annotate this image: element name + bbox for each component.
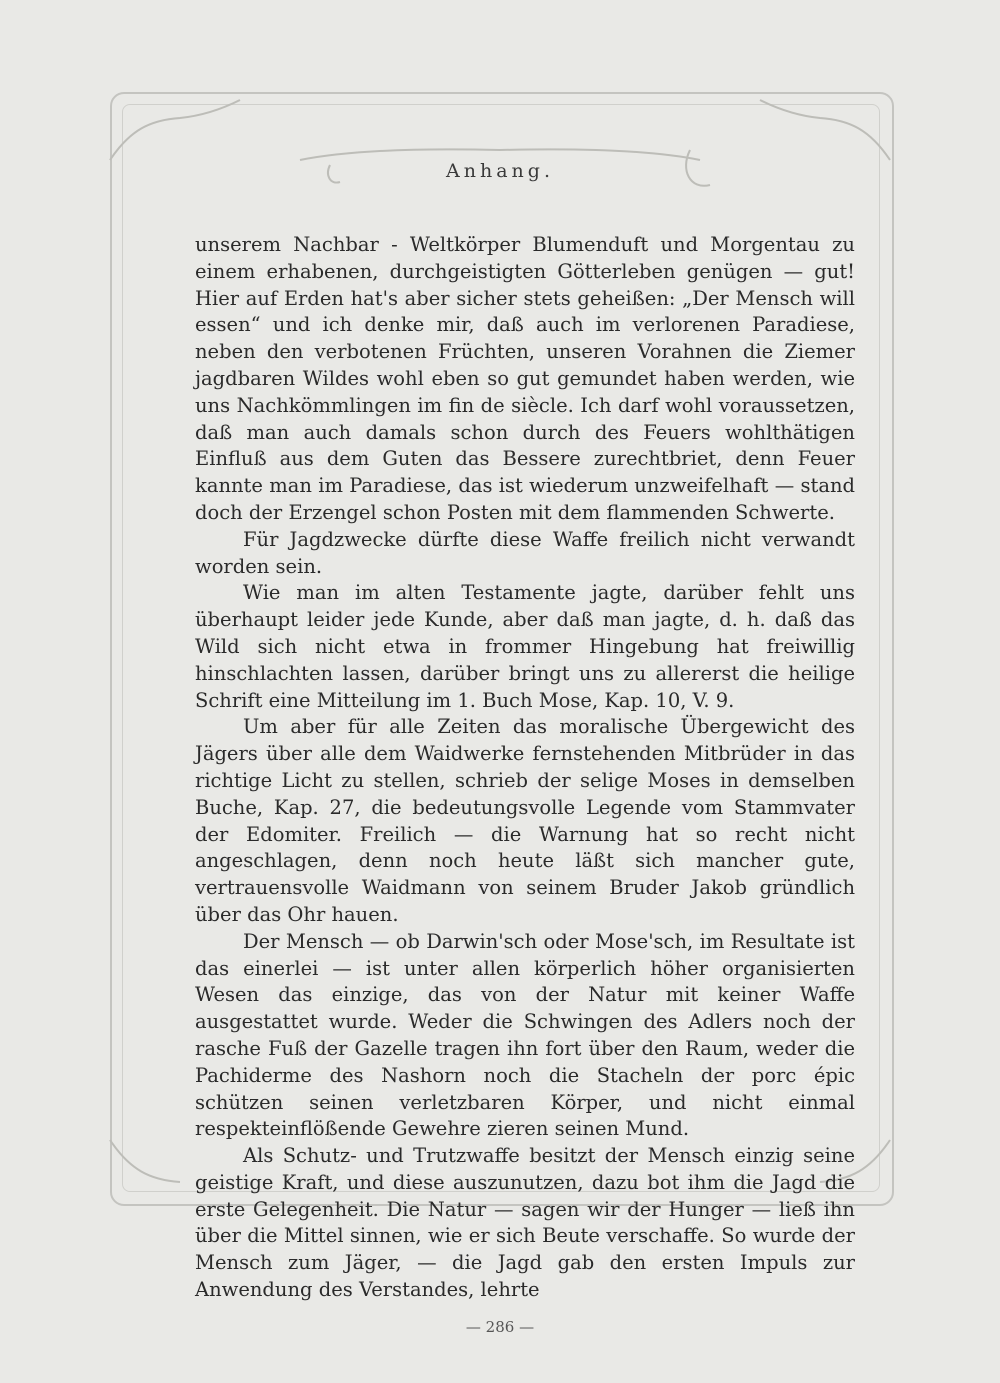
body-text bbox=[195, 232, 855, 1304]
page-number: — 286 — bbox=[465, 1318, 535, 1336]
paragraph: unserem Nachbar - Weltkörper Blumenduft und Morgentau zu einem erhabenen, durchgeistigten Götterleben genügen — gut! Hier auf Erden hat's aber sicher stets geheißen: „Der Mensch will essen“ und ich denke mir, daß auch im verlorenen Paradiese, neben den verbotenen Früchten, unseren Vorahnen die Ziemer jagdbaren Wildes wohl eben so gut gemundet haben werden, wie uns Nachkömmlingen im fin de siècle. Ich darf wohl voraussetzen, daß man auch damals schon durch des Feuers wohlthätigen Einfluß aus dem Guten das Bessere zurechtbriet, denn Feuer kannte man im Paradiese, das ist wiederum unzweifelhaft — stand doch der Erzengel schon Posten mit dem flammenden Schwerte. bbox=[195, 233, 855, 524]
paragraph: Für Jagdzwecke dürfte diese Waffe freilich nicht verwandt worden sein. bbox=[195, 527, 855, 578]
paragraph: Der Mensch — ob Darwin'sch oder Mose'sch, im Resultate ist das einerlei — ist unter allen körperlich höher organisierten Wesen das einzige, das von der Natur mit keiner Waffe ausgestattet wurde. Weder die Schwingen des Adlers noch der rasche Fuß der Gazelle tragen ihn fort über den Raum, weder die Pachiderme des Nashorn noch die Stacheln der porc épic schützen seinen verletzbaren Körper, und nicht einmal respekteinflößende Gewehre zieren seinen Mund. bbox=[195, 929, 855, 1141]
paragraph: Um aber für alle Zeiten das moralische Übergewicht des Jägers über alle dem Waidwerke fernstehenden Mitbrüder in das richtige Licht zu stellen, schrieb der selige Moses in demselben Buche, Kap. 27, die bedeutungsvolle Legende vom Stammvater der Edomiter. Freilich — die Warnung hat so recht nicht angeschlagen, denn noch heute läßt sich mancher gute, vertrauensvolle Waidmann von seinem Bruder Jakob gründlich über das Ohr hauen. bbox=[195, 715, 855, 926]
paragraph: Als Schutz- und Trutzwaffe besitzt der Mensch einzig seine geistige Kraft, und diese auszunutzen, dazu bot ihm die Jagd die erste Gelegenheit. Die Natur — sagen wir der Hunger — ließ ihn über die Mittel sinnen, wie er sich Beute verschaffe. So wurde der Mensch zum Jäger, — die Jagd gab den ersten Impuls zur Anwendung des Verstandes, lehrte bbox=[195, 1144, 855, 1302]
paragraph: Wie man im alten Testamente jagte, darüber fehlt uns überhaupt leider jede Kunde, aber daß man jagte, d. h. daß das Wild sich nicht etwa in frommer Hingebung hat freiwillig hinschlachten lassen, darüber bringt uns zu allererst die heilige Schrift eine Mitteilung im 1. Buch Mose, Kap. 10, V. 9. bbox=[195, 581, 855, 712]
running-header: Anhang. bbox=[446, 160, 554, 182]
